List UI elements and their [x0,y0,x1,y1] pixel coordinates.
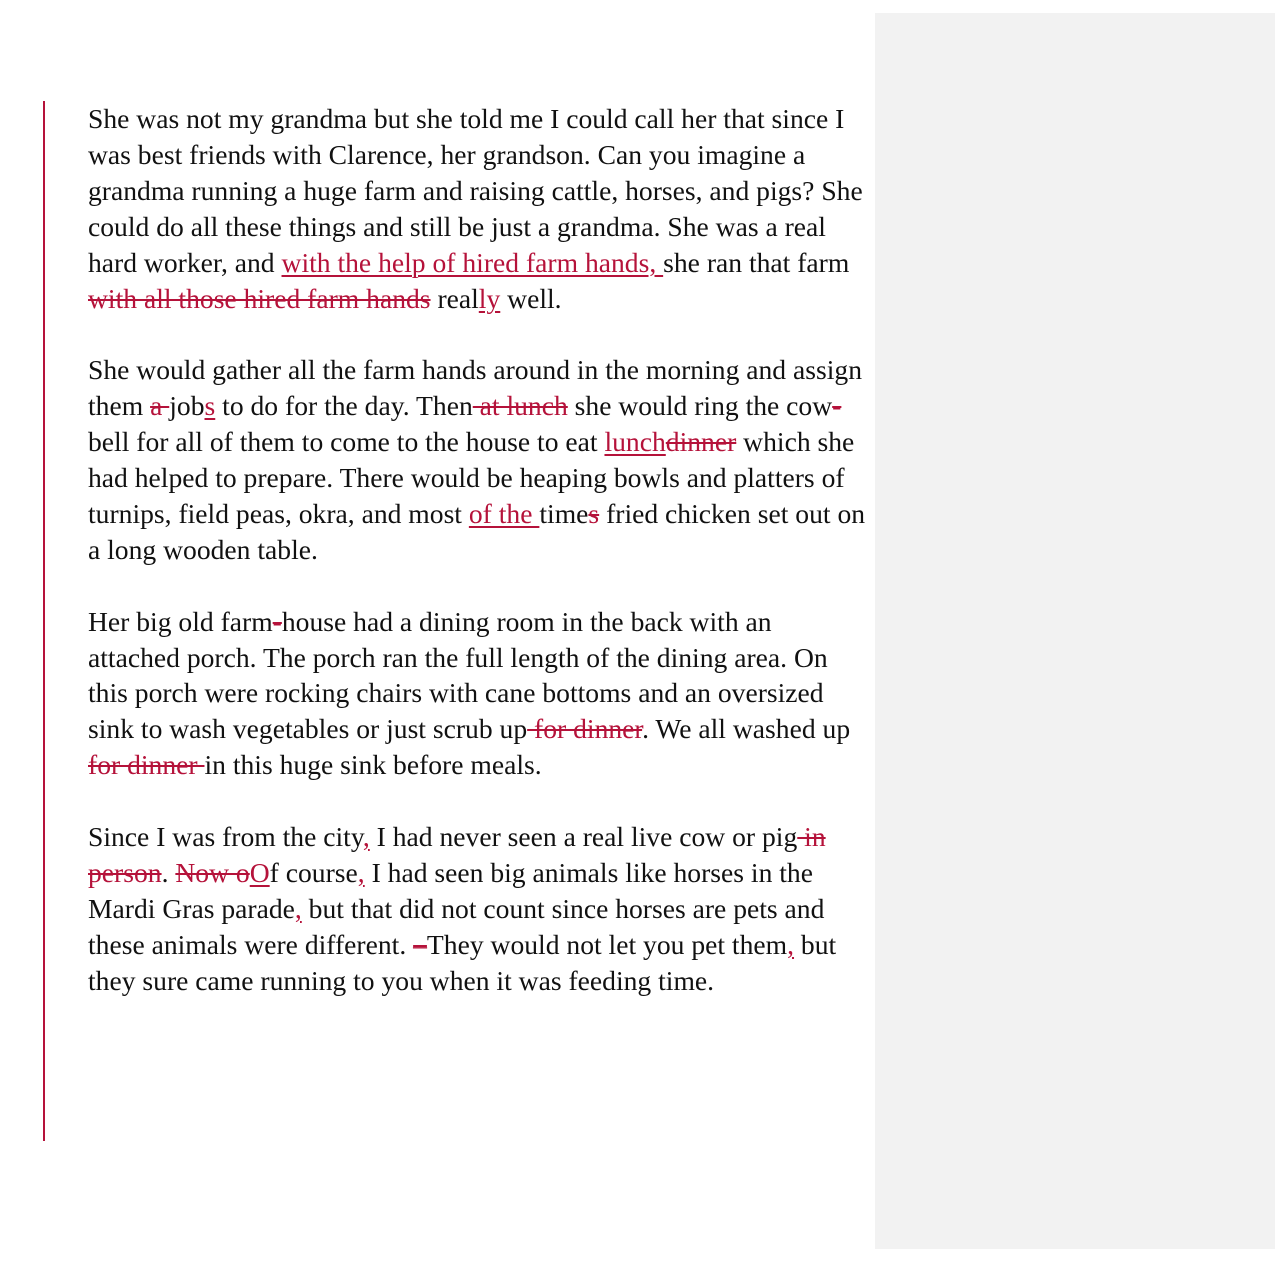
inserted-text: O [249,856,270,888]
paragraph [88,604,870,784]
body-text-run: but that did not count since horses are pets and these animals were different. [88,892,825,960]
body-text-run: I had never seen a real live cow or pig [369,821,798,853]
paragraph [88,352,870,567]
body-text-run: I had seen big animals like horses in the Mardi Gras parade [88,856,813,924]
deleted-text: in person [88,821,826,888]
body-text-run: bell for all of them to come to the house to eat [88,426,605,458]
body-text-run: job [169,390,205,422]
inserted-text: lunch [604,426,666,458]
deleted-text: - [272,605,282,637]
deleted-text: Now o [175,856,250,888]
body-text-run: . [642,713,656,745]
document-body[interactable] [88,101,870,1035]
body-text-run: to do for the day. [215,390,417,422]
comment-pane [875,13,1275,1249]
inserted-text: , [294,892,302,924]
body-text-run: She could do all these things and still be just a grandma. [88,174,863,242]
body-text-run: house had a dining room in the back with an attached porch. [88,605,772,673]
inserted-text: with the help of hired farm hands, [281,246,664,278]
change-bar [43,101,45,1141]
deleted-text: for dinner [527,713,643,745]
body-text-run: She was a real hard worker, and [88,210,826,278]
deleted-text: dinner [665,426,737,458]
body-text-run: real [430,282,479,314]
body-text-run: time [539,497,589,529]
body-text-run: she would ring the cow [567,390,833,422]
body-text-run: fried chicken set out on a long wooden table. [88,497,866,565]
body-text-run: The porch ran the full length of the dining area. [262,641,794,673]
deleted-text: at lunch [472,390,568,422]
body-text-run: Her big old farm [88,605,273,637]
body-text-run: They would not let you pet them [426,928,788,960]
deleted-text: s [588,497,600,529]
inserted-text: s [204,390,216,422]
body-text-run: but they sure came running to you when it was feeding time. [88,928,837,996]
body-text-run: She was not my grandma but she told me I could call her that since I was best friends with Clarence, her grandson. Can you imagine a grandma running a huge farm and raising cattle, horses, and pigs? [88,103,845,206]
body-text-run: Since I was from the city [88,821,363,853]
inserted-text: , [357,856,365,888]
inserted-text: , [787,928,795,960]
body-text-run: she ran that farm [663,246,850,278]
inserted-text: , [362,821,370,853]
body-text-run: in this huge sink before meals. [204,749,542,781]
deleted-text: with all those hired farm hands [88,282,431,314]
body-text-run: Then [416,390,473,422]
body-text-run: . [161,856,176,888]
deleted-text: a [150,390,170,422]
body-text-run: which she had helped to prepare. [88,426,855,494]
deleted-text: - [832,390,842,422]
deleted-text: – [413,928,427,960]
body-text-run: She would gather all the farm hands around in the morning and assign them [88,354,862,422]
inserted-text: of the [468,497,540,529]
deleted-text: for dinner [88,749,205,781]
body-text-run: On this porch were rocking chairs with cane bottoms and an oversized sink to wash vegetables or just scrub up [88,641,828,745]
paragraph [88,819,870,999]
inserted-text: ly [478,282,501,314]
body-text-run: well. [500,282,562,314]
body-text-run: We all washed up [655,713,851,745]
paragraph [88,101,870,316]
body-text-run: f course [269,856,358,888]
body-text-run: There would be heaping bowls and platters of turnips, field peas, okra, and most [88,462,845,529]
